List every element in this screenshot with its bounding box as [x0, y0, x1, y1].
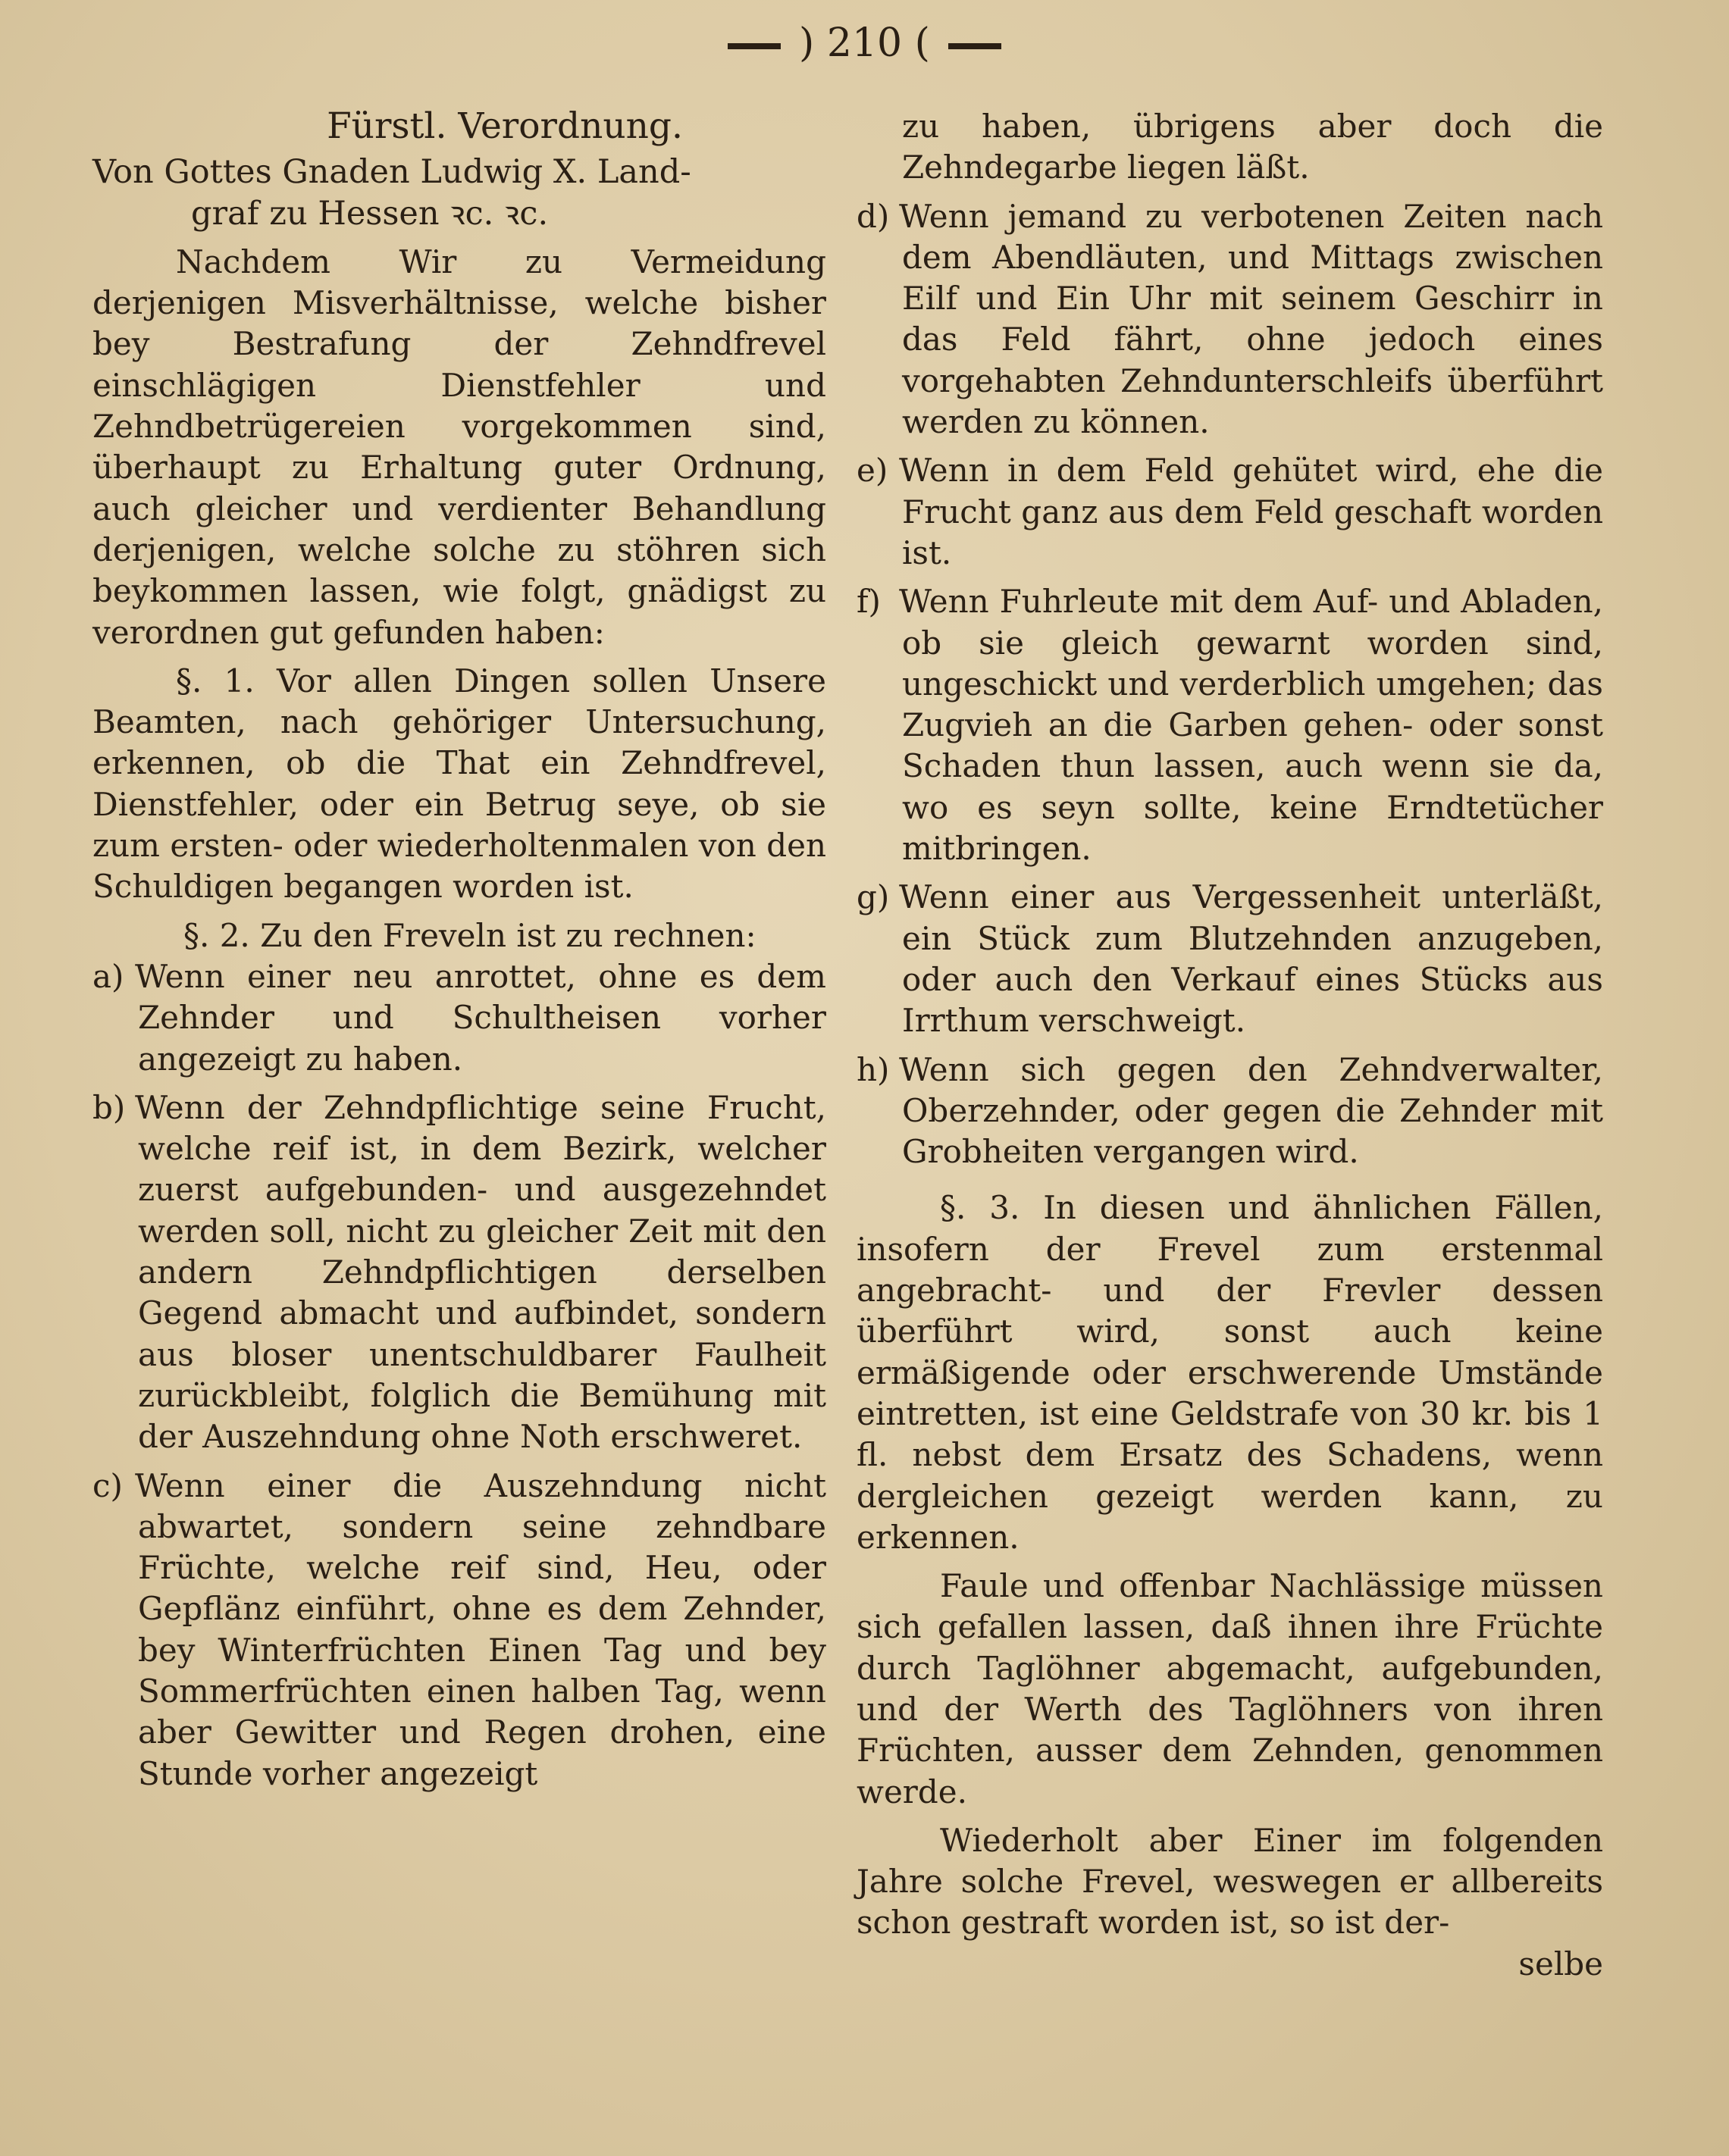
left-column [92, 106, 826, 1795]
item-f [857, 581, 1603, 869]
ordinance-title: Fürstl. Verordnung. [327, 105, 683, 147]
grace-line-1: Von Gottes Gnaden Ludwig X. Land- [92, 153, 691, 192]
section-2: §. 2. Zu den Freveln ist zu rechnen: [183, 916, 756, 954]
item-e-label: e) [857, 452, 888, 490]
item-a-label: a) [92, 957, 124, 995]
item-b-label: b) [92, 1088, 126, 1126]
paragraph-wiederholt: Wiederholt aber Einer im folgenden Jahre solche Frevel, weswegen er allbereits schon gestraft worden ist, so ist der- [857, 1821, 1603, 1942]
page-number: ) 210 ( [799, 20, 930, 66]
item-a [92, 956, 826, 1080]
intro-paragraph: Nachdem Wir zu Vermeidung derjenigen Misverhältnisse, welche bisher bey Bestrafung der Zehndfrevel einschlägigen Dienstfehler und Zehndbetrügereien vorgekommen sind, überhaupt zu Erhaltung guter Ordnung, auch gleicher und verdienter Behandlung derjenigen, welche solche zu stöhren sich beykommen lassen, wie folgt, gnädigst zu verordnen gut gefunden haben: [92, 243, 826, 651]
item-e-text: Wenn in dem Feld gehütet wird, ehe die Frucht ganz aus dem Feld geschaft worden ist. [899, 452, 1603, 571]
item-c-label: c) [92, 1466, 123, 1504]
item-d [857, 196, 1603, 443]
item-b [92, 1087, 826, 1458]
header-rule-right [948, 43, 1001, 49]
item-a-text: Wenn einer neu anrottet, ohne es dem Zehnder und Schultheisen vorher angezeigt zu haben. [135, 957, 826, 1078]
item-e [857, 450, 1603, 574]
paragraph-faule: Faule und offenbar Nachlässige müssen sich gefallen lassen, daß ihnen ihre Früchte durch Taglöhner abgemacht, aufgebunden, und der Werth des Taglöhners von ihren Früchten, ausser dem Zehnden, genommen werde. [857, 1567, 1603, 1810]
section-1: §. 1. Vor allen Dingen sollen Unsere Beamten, nach gehöriger Untersuchung, erkennen, ob die That ein Zehndfrevel, Dienstfehler, oder ein Betrug seye, ob sie zum ersten- oder wiederholtenmalen von den Schuldigen begangen worden ist. [92, 662, 826, 906]
item-d-label: d) [857, 197, 890, 235]
item-c-text: Wenn einer die Auszehndung nicht abwartet, sondern seine zehndbare Früchte, welche reif sind, Heu, oder Gepflänz einführt, ohne es dem Zehnder, bey Winterfrüchten Einen Tag und bey Sommerfrüchten einen halben Tag, wenn aber Gewitter und Regen drohen, eine Stunde vorher angezeigt [135, 1466, 826, 1792]
item-f-text: Wenn Fuhrleute mit dem Auf- und Abladen, ob sie gleich gewarnt worden sind, ungeschickt und verderblich umgehen; das Zugvieh an die Garben gehen- oder sonst Schaden thun lassen, auch wenn sie da, wo es seyn sollte, keine Erndtetücher mitbringen. [899, 583, 1603, 868]
item-h [857, 1050, 1603, 1173]
item-d-text: Wenn jemand zu verbotenen Zeiten nach dem Abendläuten, und Mittags zwischen Eilf und Ein Uhr mit seinem Geschirr in das Feld fährt, ohne jedoch eines vorgehabten Zehndunterschleifs überführt werden zu können. [899, 197, 1603, 441]
item-b-text: Wenn der Zehndpflichtige seine Frucht, welche reif ist, in dem Bezirk, welcher zuerst aufgebunden- und ausgezehndet werden soll, nicht zu gleicher Zeit mit den andern Zehndpflichtigen derselben Gegend abmacht und aufbindet, sondern aus bloser unentschuldbarer Faulheit zurückbleibt, folglich die Bemühung mit der Auszehndung ohne Noth erschweret. [135, 1088, 826, 1456]
item-g [857, 877, 1603, 1041]
item-f-label: f) [857, 583, 881, 621]
item-g-text: Wenn einer aus Vergessenheit unterläßt, ein Stück zum Blutzehnden anzugeben, oder auch den Verkauf eines Stücks aus Irrthum verschweigt. [899, 878, 1603, 1040]
item-g-label: g) [857, 878, 890, 916]
section-3: §. 3. In diesen und ähnlichen Fällen, insofern der Frevel zum erstenmal angebracht- und der Frevler dessen überführt wird, sonst auch keine ermäßigende oder erschwerende Umstände eintretten, ist eine Geldstrafe von 30 kr. bis 1 fl. nebst dem Ersatz des Schadens, wenn dergleichen gezeigt werden kann, zu erkennen. [857, 1189, 1603, 1556]
right-column [857, 106, 1603, 1985]
grace-line-2-text: graf zu Hessen ꝛc. ꝛc. [191, 194, 549, 233]
header-rule-left [728, 43, 781, 49]
grace-line-2 [92, 193, 826, 234]
item-c-continuation: zu haben, übrigens aber doch die Zehndegarbe liegen läßt. [902, 108, 1603, 186]
item-h-label: h) [857, 1050, 890, 1088]
item-c [92, 1466, 826, 1795]
page-header [0, 17, 1729, 70]
catchword: selbe [1518, 1945, 1603, 1982]
item-h-text: Wenn sich gegen den Zehndverwalter, Oberzehnder, oder gegen die Zehnder mit Grobheiten vergangen wird. [899, 1050, 1603, 1171]
